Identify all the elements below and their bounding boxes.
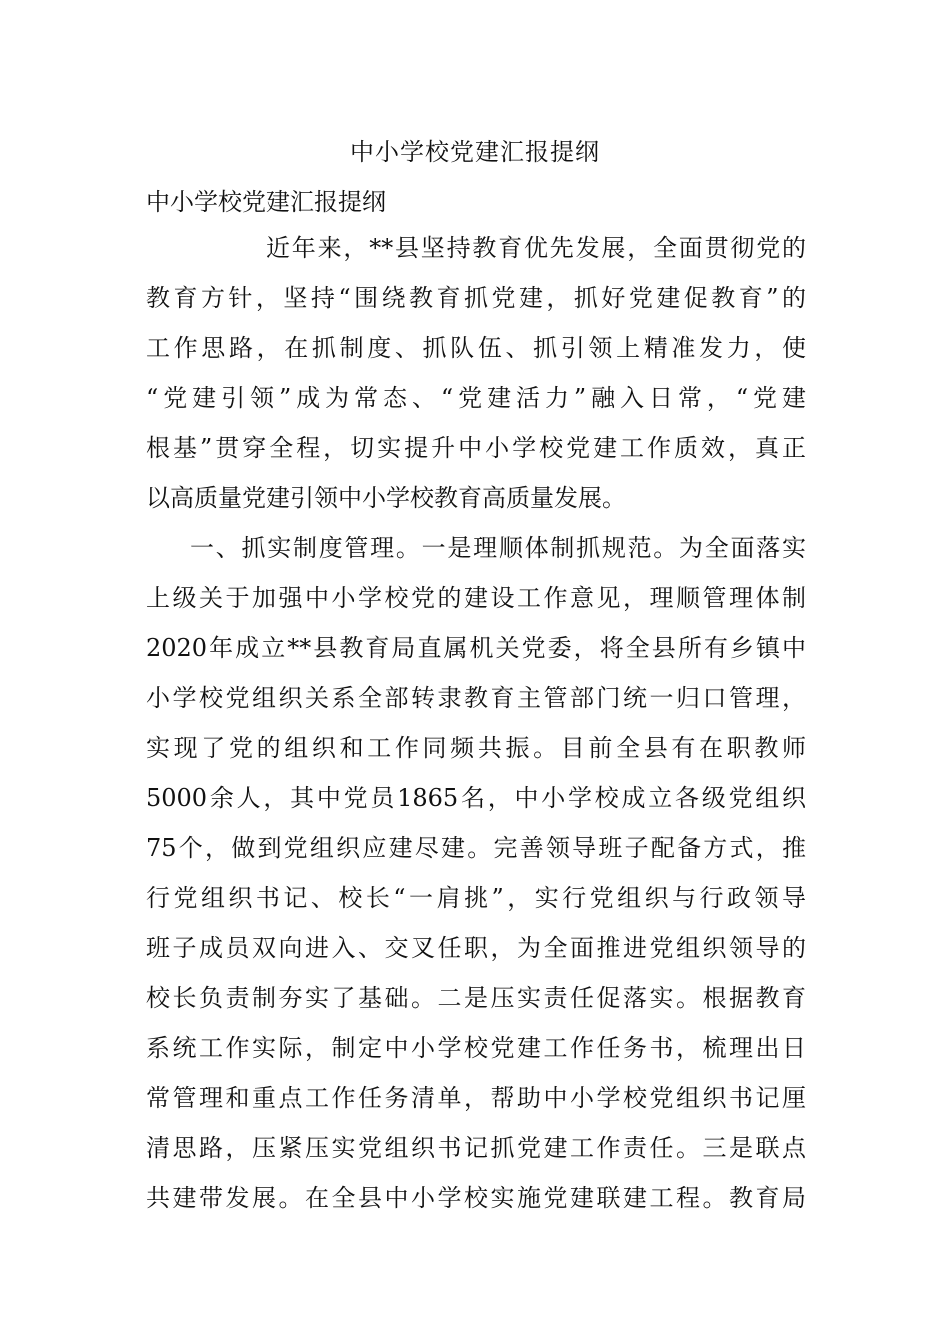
paragraph-line: 75个，做到党组织应建尽建。完善领导班子配备方式，推 [146, 834, 806, 862]
paragraph-line: 一、抓实制度管理。一是理顺体制抓规范。为全面落实 [190, 534, 806, 562]
paragraph-line: “党建引领”成为常态、“党建活力”融入日常，“党建 [146, 384, 806, 412]
paragraph-line: 系统工作实际，制定中小学校党建工作任务书，梳理出日 [146, 1034, 806, 1062]
document-subtitle: 中小学校党建汇报提纲 [146, 188, 386, 216]
paragraph-line: 根基”贯穿全程，切实提升中小学校党建工作质效，真正 [146, 434, 806, 462]
paragraph-line: 小学校党组织关系全部转隶教育主管部门统一归口管理， [146, 684, 806, 712]
paragraph-line: 近年来，**县坚持教育优先发展，全面贯彻党的 [266, 234, 806, 262]
paragraph-line: 以高质量党建引领中小学校教育高质量发展。 [146, 484, 626, 512]
paragraph-line: 2020年成立**县教育局直属机关党委，将全县所有乡镇中 [146, 634, 806, 662]
paragraph-line: 5000余人，其中党员1865名，中小学校成立各级党组织 [146, 784, 806, 812]
paragraph-line: 班子成员双向进入、交叉任职，为全面推进党组织领导的 [146, 934, 806, 962]
paragraph-line: 实现了党的组织和工作同频共振。目前全县有在职教师 [146, 734, 806, 762]
paragraph-line: 清思路，压紧压实党组织书记抓党建工作责任。三是联点 [146, 1134, 806, 1162]
paragraph-line: 行党组织书记、校长“一肩挑”，实行党组织与行政领导 [146, 884, 806, 912]
paragraph-line: 工作思路，在抓制度、抓队伍、抓引领上精准发力，使 [146, 334, 806, 362]
paragraph-line: 上级关于加强中小学校党的建设工作意见，理顺管理体制 [146, 584, 806, 612]
paragraph-line: 校长负责制夯实了基础。二是压实责任促落实。根据教育 [146, 984, 806, 1012]
paragraph-line: 常管理和重点工作任务清单，帮助中小学校党组织书记厘 [146, 1084, 806, 1112]
paragraph-line: 教育方针，坚持“围绕教育抓党建，抓好党建促教育”的 [146, 284, 806, 312]
document-title: 中小学校党建汇报提纲 [350, 138, 600, 166]
paragraph-line: 共建带发展。在全县中小学校实施党建联建工程。教育局 [146, 1184, 806, 1212]
